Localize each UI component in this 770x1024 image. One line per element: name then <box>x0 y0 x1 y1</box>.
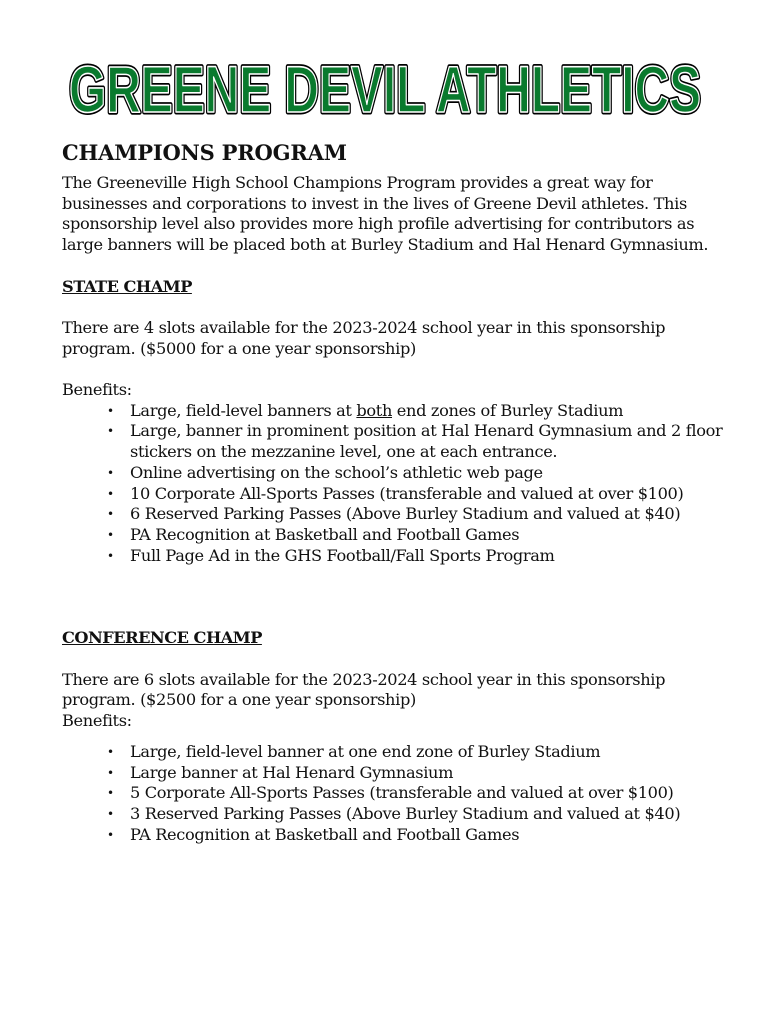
bullet-icon: • <box>107 548 114 563</box>
list-item: • Large, banner in prominent position at Hal Henard Gymnasium and 2 floor stickers on the mezzanine level, one at each entrance. <box>107 421 723 462</box>
header-title: GREENE DEVIL ATHLETICS <box>69 54 701 124</box>
bullet-icon: • <box>107 465 114 480</box>
conference-champ-benefits-label: Benefits: <box>62 711 132 731</box>
bullet-icon: • <box>107 827 114 842</box>
conference-champ-heading: CONFERENCE CHAMP <box>62 628 262 648</box>
bullet-icon: • <box>107 527 114 542</box>
list-item: • PA Recognition at Basketball and Football Games <box>107 524 520 544</box>
list-item: • 5 Corporate All-Sports Passes (transferable and valued at over $100) <box>107 783 674 803</box>
list-item: • Online advertising on the school’s athletic web page <box>107 462 543 482</box>
list-item: • PA Recognition at Basketball and Football Games <box>107 824 520 844</box>
bullet-icon: • <box>107 765 114 780</box>
list-item: • Full Page Ad in the GHS Football/Fall Sports Program <box>107 545 555 565</box>
conference-champ-benefits-list <box>62 742 730 846</box>
bullet-icon: • <box>107 806 114 821</box>
header-title-outline: GREENE DEVIL ATHLETICS <box>69 54 701 124</box>
conference-champ-description: There are 6 slots available for the 2023-2024 school year in this sponsorship program. ($2500 for a one year sponsorship) <box>62 669 666 710</box>
state-champ-benefits-list <box>62 401 730 567</box>
list-item: • 6 Reserved Parking Passes (Above Burley Stadium and valued at $40) <box>107 504 681 524</box>
state-champ-heading: STATE CHAMP <box>62 276 192 296</box>
program-intro: The Greeneville High School Champions Program provides a great way for businesses and corporations to invest in the lives of Greene Devil athletes. This sponsorship level also provides more high profile advertising for contributors as large banners will be placed both at Burley Stadium and Hal Henard Gymnasium. <box>62 173 709 255</box>
header-wordart <box>60 54 710 124</box>
bullet-icon: • <box>107 424 114 439</box>
program-title: CHAMPIONS PROGRAM <box>62 140 347 165</box>
list-item: • Large, field-level banners at both end zones of Burley Stadium <box>107 400 624 420</box>
list-item: • Large banner at Hal Henard Gymnasium <box>107 762 454 782</box>
document-body <box>62 138 730 845</box>
state-champ-benefits-label: Benefits: <box>62 379 132 399</box>
list-item: • 3 Reserved Parking Passes (Above Burley Stadium and valued at $40) <box>107 803 681 823</box>
bullet-icon: • <box>107 507 114 522</box>
state-champ-description: There are 4 slots available for the 2023-2024 school year in this sponsorship program. ($5000 for a one year sponsorship) <box>62 317 666 358</box>
header-banner <box>60 54 710 124</box>
bullet-icon: • <box>107 786 114 801</box>
list-item: • 10 Corporate All-Sports Passes (transferable and valued at over $100) <box>107 483 684 503</box>
list-item: • Large, field-level banner at one end zone of Burley Stadium <box>107 741 601 761</box>
bullet-icon: • <box>107 744 114 759</box>
bullet-icon: • <box>107 403 114 418</box>
bullet-icon: • <box>107 486 114 501</box>
